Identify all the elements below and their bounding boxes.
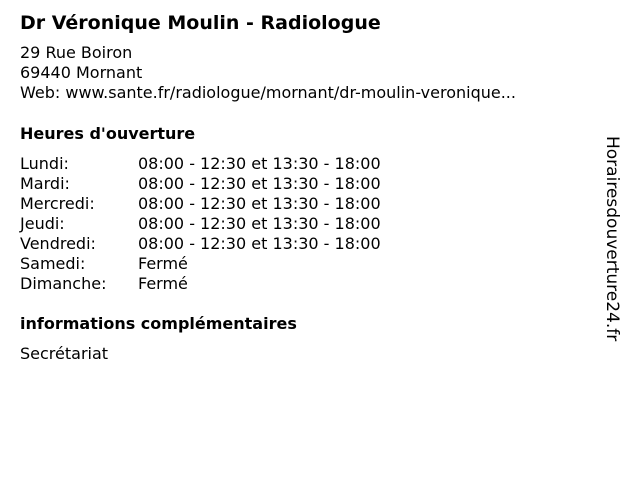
hours-heading: Heures d'ouverture — [20, 124, 196, 143]
hours-row-mercredi — [20, 194, 381, 214]
day-hours: 08:00 - 12:30 et 13:30 - 18:00 — [138, 214, 381, 233]
day-label: Lundi: — [20, 154, 69, 173]
hours-row-mardi — [20, 174, 381, 194]
hours-row-samedi — [20, 254, 381, 274]
day-hours: 08:00 - 12:30 et 13:30 - 18:00 — [138, 154, 381, 173]
day-hours: Fermé — [138, 254, 188, 273]
day-label: Jeudi: — [20, 214, 65, 233]
website-link[interactable]: Web: www.sante.fr/radiologue/mornant/dr-moulin-veronique... — [20, 83, 516, 102]
day-hours: 08:00 - 12:30 et 13:30 - 18:00 — [138, 234, 381, 253]
day-hours: 08:00 - 12:30 et 13:30 - 18:00 — [138, 174, 381, 193]
address-block — [20, 43, 516, 103]
hours-row-dimanche — [20, 274, 381, 294]
day-label: Mercredi: — [20, 194, 95, 213]
day-hours: Fermé — [138, 274, 188, 293]
page-title: Dr Véronique Moulin - Radiologue — [20, 12, 381, 34]
hours-row-lundi — [20, 154, 381, 174]
day-label: Vendredi: — [20, 234, 96, 253]
opening-hours-table — [20, 154, 381, 294]
site-brand-vertical: Horairesdouverture24.fr — [602, 136, 622, 342]
info-text: Secrétariat — [20, 344, 109, 363]
info-heading: informations complémentaires — [20, 314, 297, 333]
day-label: Samedi: — [20, 254, 86, 273]
day-label: Dimanche: — [20, 274, 107, 293]
day-label: Mardi: — [20, 174, 70, 193]
hours-row-vendredi — [20, 234, 381, 254]
day-hours: 08:00 - 12:30 et 13:30 - 18:00 — [138, 194, 381, 213]
address-city: 69440 Mornant — [20, 63, 143, 82]
address-street: 29 Rue Boiron — [20, 43, 133, 62]
hours-row-jeudi — [20, 214, 381, 234]
